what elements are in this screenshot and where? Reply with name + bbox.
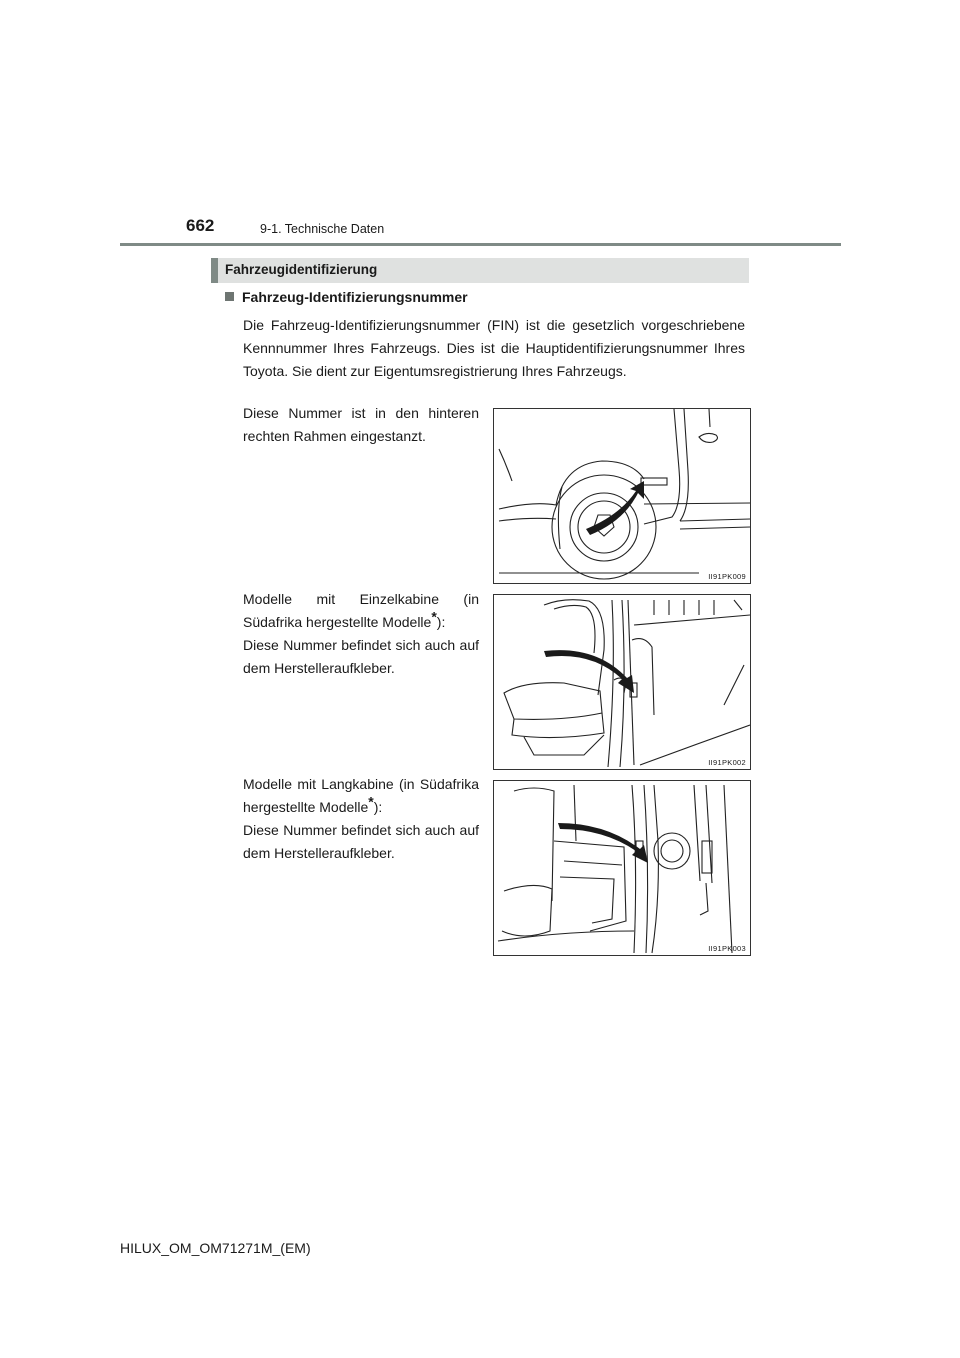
vin-location-text-1 [243,402,479,448]
intro-text: Die Fahrzeug-Identifizierungsnummer (FIN) ist die gesetzlich vorgeschriebene Kennnummer Ihres Fahrzeugs. Dies ist die Hauptidentifizierungsnummer Ihres Toyota. Sie dient zur Eigentumsregistrierung Ihres Fahrzeugs. [243,317,745,379]
intro-paragraph [243,314,745,383]
figure-code: II91PK009 [708,572,746,581]
subheading-text: Fahrzeug-Identifizierungsnummer [242,289,468,305]
section-bar-tick [211,258,218,283]
figure-single-cab [493,594,751,770]
footer-doc-id: HILUX_OM_OM71271M_(EM) [120,1240,311,1256]
section-header: 9-1. Technische Daten [260,222,385,236]
item-2-line2: Diese Nummer befindet sich auch auf dem Herstelleraufkleber. [243,637,479,676]
single-cab-illustration [494,595,750,769]
extra-cab-illustration [494,781,750,955]
figure-extra-cab [493,780,751,956]
page-number: 662 [186,216,215,235]
rear-frame-illustration [494,409,750,583]
vin-location-text-2 [243,588,479,680]
square-bullet-icon [225,292,234,301]
subheading [225,289,468,305]
item-3-line1: Modelle mit Langkabine (in Südafrika hergestellte Modelle*): [243,776,479,815]
header-rule [120,243,841,246]
section-title: Fahrzeugidentifizierung [225,262,378,277]
asterisk: * [368,793,374,810]
item-3-line2: Diese Nummer befindet sich auch auf dem Herstelleraufkleber. [243,822,479,861]
vin-location-text-3 [243,773,479,865]
item-2-line1: Modelle mit Einzelkabine (in Südafrika hergestellte Modelle*): [243,591,479,630]
asterisk: * [431,608,437,625]
figure-rear-frame [493,408,751,584]
item-1-text: Diese Nummer ist in den hinteren rechten Rahmen eingestanzt. [243,405,479,444]
section-title-bar [211,258,749,283]
figure-code: II91PK002 [708,758,746,767]
figure-code: II91PK003 [708,944,746,953]
